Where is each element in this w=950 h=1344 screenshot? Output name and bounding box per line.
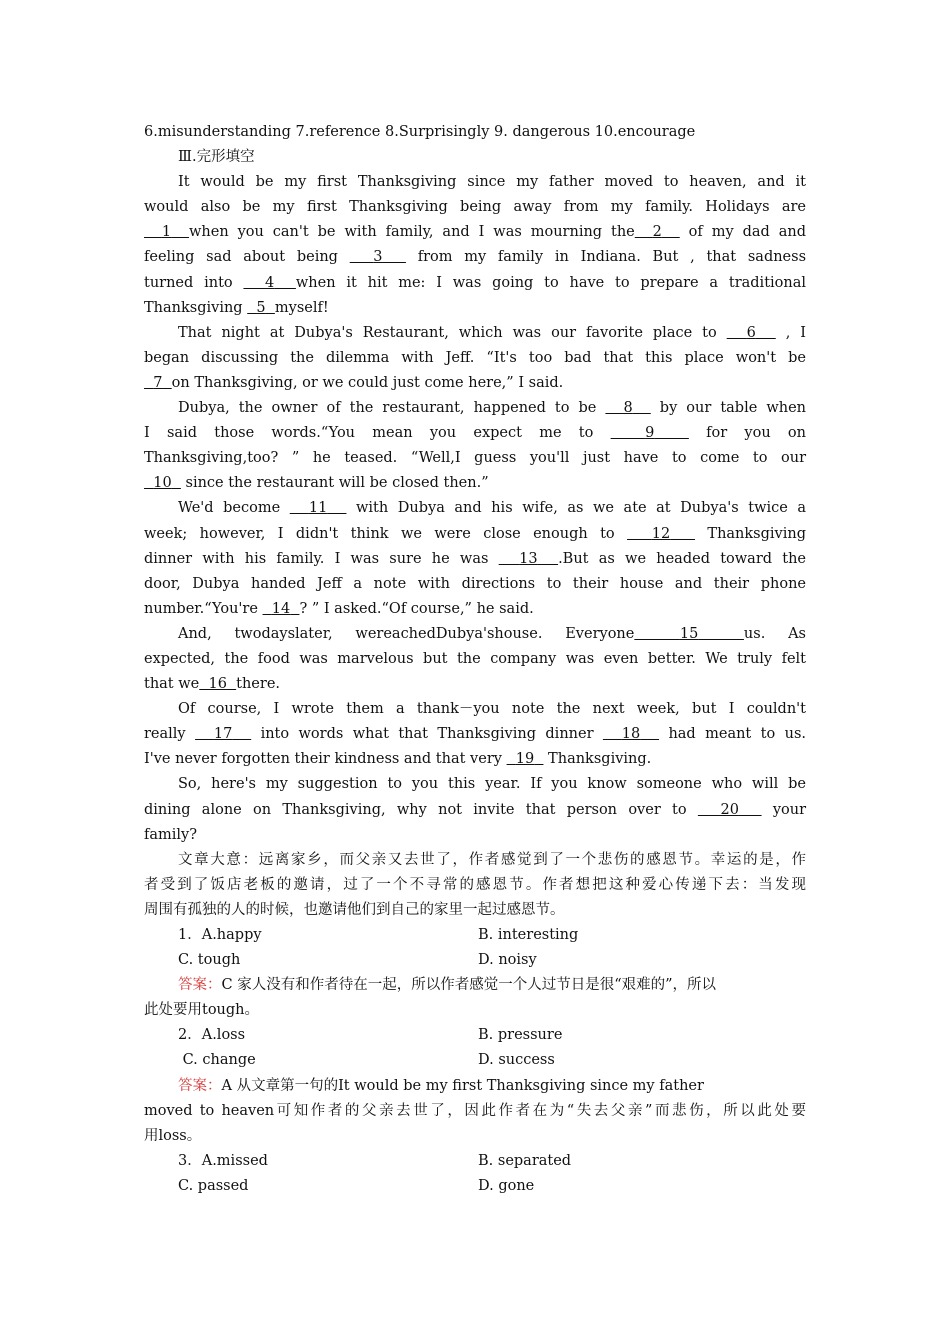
- passage-line: I've never forgotten their kindness and that very 19 Thanksgiving.: [144, 751, 652, 768]
- blank-10: 10: [153, 475, 172, 492]
- summary-line: 文章大意：远离家乡，而父亲又去世了，作者感觉到了一个悲伤的感恩节。幸运的是，作: [178, 851, 807, 868]
- passage-line: And, twodayslater, wereachedDubya'shouse. Everyone 15 us. As: [178, 625, 806, 642]
- blank-2: 2: [652, 224, 662, 241]
- blank-13: 13: [519, 550, 538, 567]
- option-a: 3．A.missed: [178, 1152, 268, 1169]
- option-b: B. pressure: [478, 1027, 563, 1044]
- summary-line: 周围有孤独的人的时候，也邀请他们到自己的家里一起过感恩节。: [144, 901, 565, 918]
- passage-line: So, here's my suggestion to you this year. If you know someone who will be: [178, 776, 806, 793]
- answer-label: 答案：: [178, 1077, 222, 1094]
- blank-16: 16: [208, 676, 227, 693]
- section-title: Ⅲ.完形填空: [178, 149, 255, 166]
- passage-line: dining alone on Thanksgiving, why not invite that person over to 20 your: [144, 801, 807, 818]
- passage-line: That night at Dubya's Restaurant, which was our favorite place to 6 , I: [178, 324, 807, 341]
- option-c: C. passed: [178, 1177, 249, 1194]
- passage-line: We'd become 11 with Dubya and his wife, as we ate at Dubya's twice a: [178, 500, 807, 517]
- question-options: [144, 1174, 806, 1199]
- passage-line: Thanksgiving 5 myself!: [144, 299, 329, 316]
- option-b: B. interesting: [478, 927, 579, 943]
- answer-label: 答案：: [178, 977, 222, 994]
- blank-15: 15: [679, 625, 699, 642]
- vocab-answers: 6.misunderstanding 7.reference 8.Surprisingly 9. dangerous 10.encourage: [144, 124, 696, 140]
- summary-line: 者受到了饭店老板的邀请，过了一个不寻常的感恩节。作者想把这种爱心传递下去：当发现: [144, 876, 806, 893]
- passage-line: really 17 into words what that Thanksgiving dinner 18 had meant to us.: [144, 726, 807, 743]
- passage-line: Of course, I wrote them a thank－you note the next week, but I couldn't: [178, 701, 806, 718]
- passage-line: I said those words.“You mean you expect me to 9 for you on: [144, 425, 807, 442]
- passage-line: turned into 4 when it hit me: I was going to have to prepare a traditional: [144, 274, 807, 291]
- passage-line: dinner with his family. I was sure he was 13 .But as we headed toward the: [144, 550, 807, 567]
- answer-line: moved to heaven可知作者的父亲去世了，因此作者在为“失去父亲”而悲伤，所以此处要: [144, 1102, 806, 1119]
- blank-1: 1: [161, 224, 172, 241]
- document-page: [144, 120, 806, 1199]
- question-options: [144, 1023, 806, 1048]
- option-c: C. tough: [178, 952, 241, 969]
- passage-line: that we 16 there.: [144, 676, 281, 693]
- answer-line: 此处要用tough。: [144, 1002, 260, 1019]
- blank-11: 11: [308, 500, 328, 517]
- blank-14: 14: [271, 600, 291, 617]
- passage-line: Thanksgiving,too? ” he teased. “Well,I guess you'll just have to come to our: [144, 450, 806, 467]
- question-options: [144, 948, 806, 973]
- passage-line: expected, the food was marvelous but the company was even better. We truly felt: [144, 650, 806, 667]
- blank-17: 17: [213, 726, 233, 743]
- passage-line: 1 when you can't be with family, and I was mourning the 2 of my dad and: [144, 220, 806, 245]
- option-d: D. noisy: [478, 952, 537, 969]
- blank-19: 19: [515, 751, 535, 768]
- summary-label: 文章大意：: [178, 851, 259, 868]
- passage-line: family?: [144, 826, 198, 843]
- passage-line: 10 since the restaurant will be closed then.”: [144, 471, 806, 496]
- passage-line: began discussing the dilemma with Jeff. “It's too bad that this place won't be: [144, 349, 806, 366]
- blank-12: 12: [651, 525, 671, 542]
- answer-line: 用loss。: [144, 1127, 202, 1144]
- answer-line: 答案：C 家人没有和作者待在一起，所以作者感觉一个人过节日是很“艰难的”，所以: [178, 977, 717, 994]
- passage-line: door, Dubya handed Jeff a note with directions to their house and their phone: [144, 575, 806, 592]
- blank-20: 20: [720, 801, 739, 818]
- passage-line: number.“You're 14 ? ” I asked.“Of course,” he said.: [144, 600, 534, 617]
- option-a: 1．A.happy: [178, 927, 262, 943]
- question-options: [144, 1048, 806, 1073]
- option-d: D. success: [478, 1052, 555, 1069]
- passage-line: feeling sad about being 3 from my family in Indiana. But , that sadness: [144, 249, 807, 266]
- answer-line: 答案：A 从文章第一句的It would be my first Thanksgiving since my father: [178, 1077, 704, 1094]
- blank-8: 8: [623, 400, 633, 417]
- blank-5: 5: [256, 299, 266, 316]
- blank-7: 7: [153, 374, 163, 391]
- blank-9: 9: [645, 425, 655, 442]
- blank-6: 6: [746, 324, 756, 341]
- passage-line: would also be my first Thanksgiving being away from my family. Holidays are: [144, 199, 806, 216]
- option-d: D. gone: [478, 1177, 535, 1194]
- option-c: C. change: [178, 1052, 256, 1069]
- blank-18: 18: [621, 726, 641, 743]
- blank-3: 3: [373, 249, 383, 266]
- option-b: B. separated: [478, 1152, 572, 1169]
- question-options: [144, 1149, 806, 1174]
- option-a: 2．A.loss: [178, 1027, 246, 1044]
- passage-line: It would be my first Thanksgiving since my father moved to heaven, and it: [178, 174, 806, 191]
- passage-line: 7 on Thanksgiving, or we could just come here,” I said.: [144, 371, 806, 396]
- question-options: [144, 923, 806, 948]
- passage-line: week; however, I didn't think we were close enough to 12 Thanksgiving: [144, 525, 806, 542]
- passage-line: Dubya, the owner of the restaurant, happened to be 8 by our table when: [178, 400, 806, 417]
- blank-4: 4: [265, 274, 275, 291]
